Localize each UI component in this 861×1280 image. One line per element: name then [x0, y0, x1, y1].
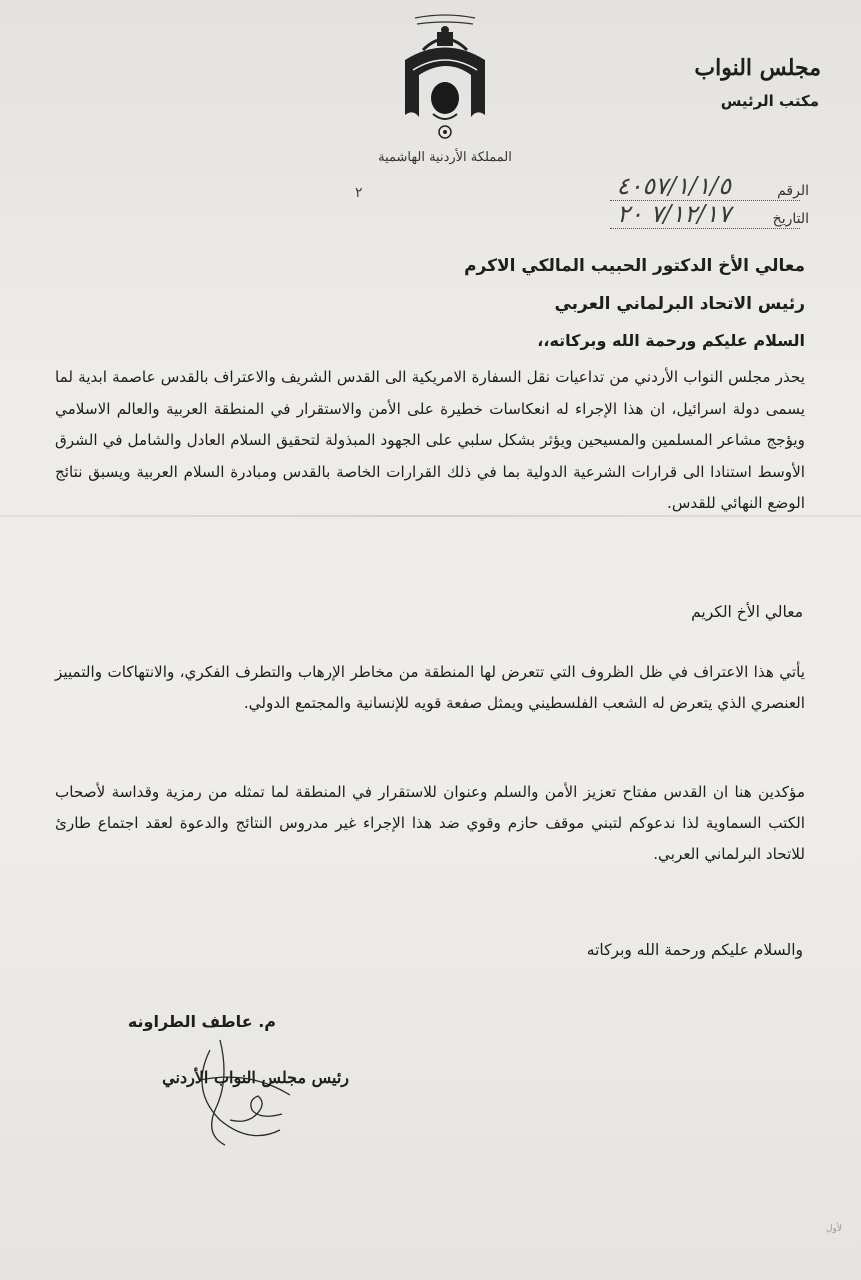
signer-name: م. عاطف الطراونه	[127, 1012, 276, 1031]
kingdom-caption: المملكة الأردنية الهاشمية	[378, 150, 512, 165]
office-subtitle: مكتب الرئيس	[720, 92, 819, 110]
stray-mark: ٢	[355, 185, 363, 201]
reference-number: ٤٠٥٧/١/١/٥	[616, 172, 731, 200]
paragraph-2: يأتي هذا الاعتراف في ظل الظروف التي تتعرض لها المنطقة من مخاطر الإرهاب والتطرف الفكري، والانتهاكات والتمييز العنصري الذي يتعرض له الشعب الفلسطيني ويمثل صفعة قويه للإنسانية والمجتمع الدولي.	[55, 663, 805, 712]
date-label: التاريخ	[772, 211, 809, 227]
reference-label: الرقم	[777, 183, 809, 199]
salutation: معالي الأخ الكريم	[691, 603, 803, 621]
page-footer-mark: لأول	[826, 1224, 843, 1234]
paragraph-3: مؤكدين هنا ان القدس مفتاح تعزيز الأمن والسلم وعنوان للاستقرار في المنطقة لما تمثله من رمزية وقداسة لأصحاب الكتب السماوية لذا ندعوكم لتبني موقف حازم وقوي ضد هذا الإجراء غير مدروس النتائج والدعوة لعقد اجتماع طارئ للاتحاد البرلماني العربي.	[55, 783, 805, 863]
closing: والسلام عليكم ورحمة الله وبركاته	[586, 941, 803, 959]
addressee-name: معالي الأخ الدكتور الحبيب المالكي الاكرم	[464, 256, 805, 276]
paragraph-1: يحذر مجلس النواب الأردني من تداعيات نقل السفارة الامريكية الى القدس الشريف والاعتراف بالقدس عاصمة ابدية لما يسمى دولة اسرائيل، ان هذا الإجراء له انعكاسات خطيرة على الأمن والاستقرار في المنطقة العربية والعالم الاسلامي ويؤجج مشاعر المسلمين والمسيحين ويؤثر بشكل سلبي على الجهود المبذولة لتحقيق السلام العادل والشامل في الشرق الأوسط استنادا الى قرارات الشرعية الدولية بما في ذلك القرارات الخاصة بالقدس ومبادرة السلام العربية ويسبق نتائج الوضع النهائي للقدس.	[55, 368, 805, 512]
addressee-title: رئيس الاتحاد البرلماني العربي	[554, 294, 805, 314]
institution-title: مجلس النواب	[694, 55, 821, 81]
date-value: ٧/١٢/١٧ ٢٠	[616, 200, 731, 228]
greeting: السلام عليكم ورحمة الله وبركاته،،	[537, 331, 805, 350]
date-dotted-line	[610, 228, 800, 229]
signer-title: رئيس مجلس النواب الأردني	[162, 1068, 349, 1087]
